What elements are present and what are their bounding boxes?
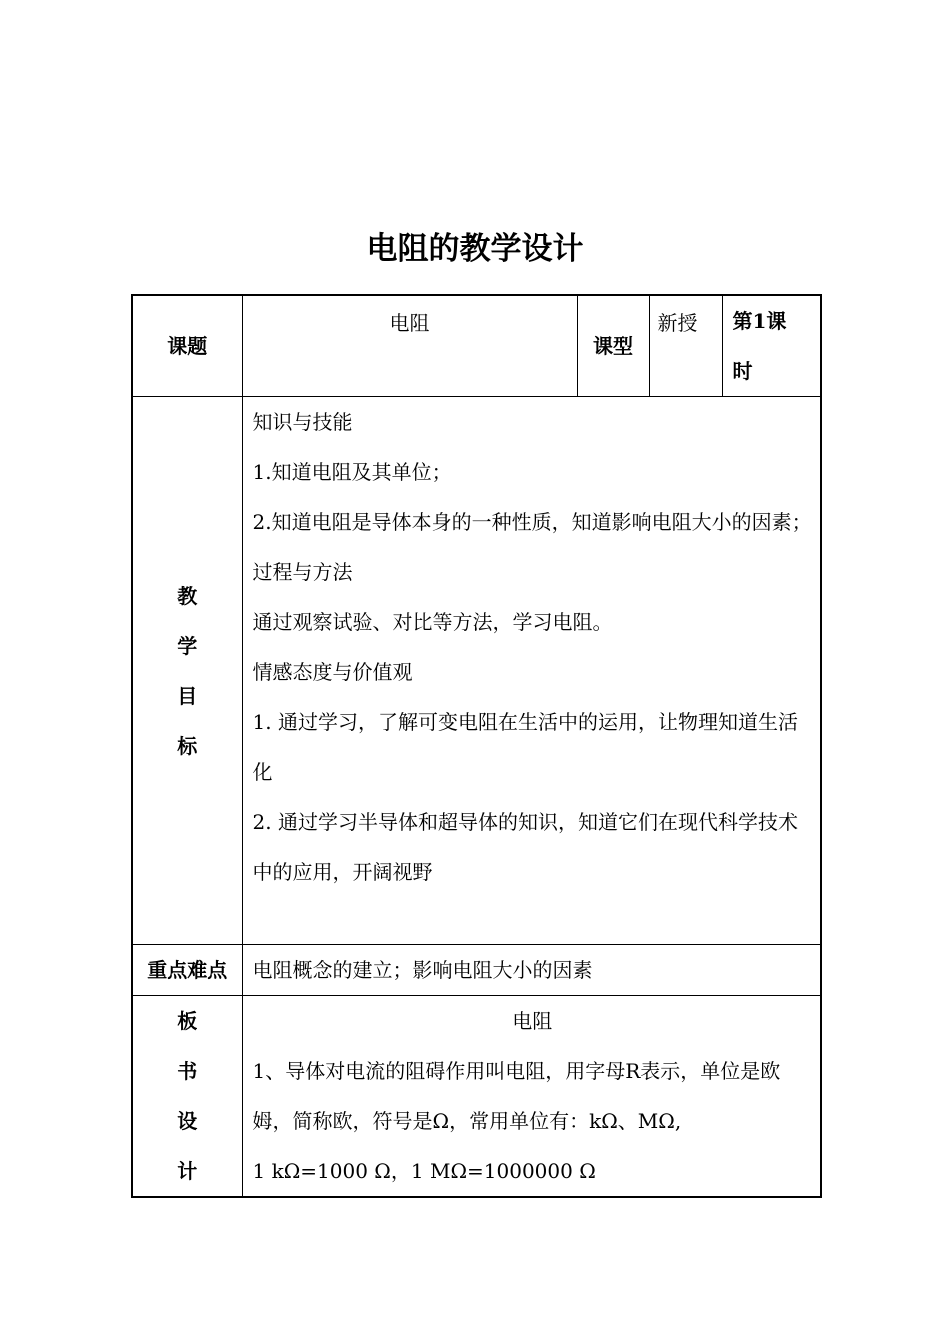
objectives-content	[242, 397, 821, 945]
objective-line: 1. 通过学习，了解可变电阻在生活中的运用，让物理知道生活化	[252, 710, 798, 784]
key-points-label: 重点难点	[132, 945, 242, 996]
objectives-label-char: 教	[177, 583, 198, 608]
type-value: 新授	[649, 295, 722, 397]
board-label	[132, 996, 242, 1198]
period-value: 第1课时	[722, 295, 821, 397]
objective-line: 过程与方法	[252, 560, 353, 584]
objectives-label-char: 目	[177, 683, 198, 708]
type-label: 课型	[577, 295, 649, 397]
objective-line: 2.知道电阻是导体本身的一种性质，知道影响电阻大小的因素；	[252, 510, 812, 534]
board-line: 1 kΩ=1000 Ω，1 MΩ=1000000 Ω	[252, 1159, 596, 1183]
board-label-char: 设	[177, 1109, 198, 1133]
objective-line: 情感态度与价值观	[252, 660, 413, 684]
topic-label: 课题	[132, 295, 242, 397]
objectives-row	[132, 397, 821, 945]
objective-line: 通过观察试验、对比等方法，学习电阻。	[252, 610, 613, 634]
objective-line: 2. 通过学习半导体和超导体的知识，知道它们在现代科学技术中的应用，开阔视野	[252, 810, 798, 884]
key-points-text: 电阻概念的建立；影响电阻大小的因素	[242, 945, 821, 996]
objective-line: 1.知道电阻及其单位；	[252, 460, 452, 484]
key-points-row	[132, 945, 821, 996]
board-line: 1、导体对电流的阻碍作用叫电阻，用字母R表示，单位是欧姆，简称欧，符号是Ω，常用单位有：kΩ、MΩ,	[252, 1059, 781, 1133]
board-content	[242, 996, 821, 1198]
board-heading: 电阻	[512, 1009, 553, 1033]
board-label-char: 计	[177, 1159, 198, 1183]
topic-value: 电阻	[242, 295, 577, 397]
document-title: 电阻的教学设计	[366, 231, 584, 267]
objectives-label-char: 标	[177, 733, 198, 758]
objectives-label-char: 学	[177, 633, 198, 658]
board-label-char: 书	[177, 1059, 198, 1083]
board-label-char: 板	[177, 1009, 198, 1033]
objectives-label	[132, 397, 242, 945]
lesson-plan-table	[131, 294, 822, 1198]
objective-line: 知识与技能	[252, 410, 353, 434]
header-row	[132, 295, 821, 397]
board-row	[132, 996, 821, 1198]
